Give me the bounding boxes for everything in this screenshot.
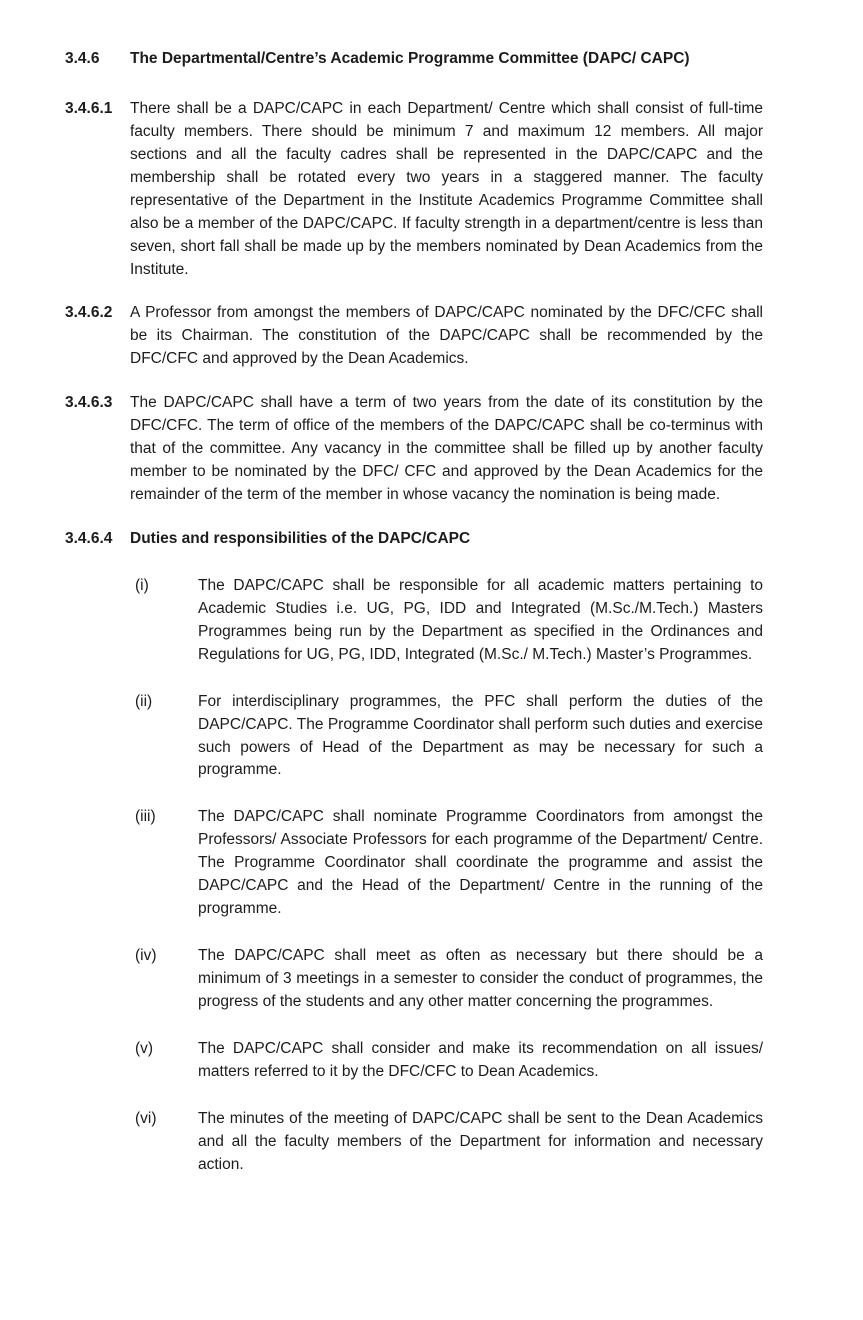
list-item-marker: (iv) (135, 947, 157, 965)
section-paragraph (65, 392, 763, 507)
list-item-text: The DAPC/CAPC shall nominate Programme Coordinators from amongst the Professors/ Associate Professors for each programme of the Department/ Centre. The Programme Coordinator shall coordinate the programme and assist the DAPC/CAPC and the Head of the Department/ Centre in the running of the programme. (198, 808, 763, 918)
section-number: 3.4.6.2 (65, 304, 113, 322)
section-number: 3.4.6.4 (65, 529, 113, 547)
list-item (135, 945, 763, 1014)
section-heading-number: 3.4.6 (65, 50, 100, 67)
list-item-marker: (i) (135, 576, 149, 594)
section-number: 3.4.6.3 (65, 394, 113, 412)
section-paragraph (65, 302, 763, 371)
section-heading-title: The Departmental/Centre’s Academic Programme Committee (DAPC/ CAPC) (130, 50, 690, 67)
list-item-text: The DAPC/CAPC shall be responsible for all academic matters pertaining to Academic Studies i.e. UG, PG, IDD and Integrated (M.Sc./M.Tech.) Masters Programmes being run by the Department as specified in the Ordinances and Regulations for UG, PG, IDD, Integrated (M.Sc./ M.Tech.) Master’s Programmes. (198, 576, 763, 663)
section-text: The DAPC/CAPC shall have a term of two years from the date of its constitution by the DFC/CFC. The term of office of the members of the DAPC/CAPC shall be co-terminus with that of the committee. Any vacancy in the committee shall be filled up by another faculty member to be nominated by the DFC/ CFC and approved by the Dean Academics for the remainder of the term of the member in whose vacancy the nomination is being made. (130, 394, 763, 503)
list-item (135, 1108, 763, 1177)
list-item (135, 1038, 763, 1084)
section-text: A Professor from amongst the members of DAPC/CAPC nominated by the DFC/CFC shall be its Chairman. The constitution of the DAPC/CAPC shall be recommended by the DFC/CFC and approved by the Dean Academics. (130, 304, 763, 368)
section-number: 3.4.6.1 (65, 99, 113, 117)
list-item-text: For interdisciplinary programmes, the PFC shall perform the duties of the DAPC/CAPC. The Programme Coordinator shall perform such duties and exercise such powers of Head of the Department as may be necessary for such a programme. (198, 692, 763, 779)
section-subheading (65, 528, 763, 551)
list-item (135, 691, 763, 783)
list-item-text: The DAPC/CAPC shall meet as often as necessary but there should be a minimum of 3 meetings in a semester to consider the conduct of programmes, the progress of the students and any other matter concerning the programmes. (198, 947, 763, 1010)
list-item-marker: (vi) (135, 1109, 157, 1127)
list-item (135, 806, 763, 921)
section-subheading-title: Duties and responsibilities of the DAPC/CAPC (130, 529, 471, 547)
list-item-text: The minutes of the meeting of DAPC/CAPC shall be sent to the Dean Academics and all the faculty members of the Department for information and necessary action. (198, 1109, 763, 1173)
list-item (135, 575, 763, 667)
section-text: There shall be a DAPC/CAPC in each Department/ Centre which shall consist of full-time faculty members. There should be minimum 7 and maximum 12 members. All major sections and all the faculty cadres shall be represented in the DAPC/CAPC and the membership shall be rotated every two years in a staggered manner. The faculty representative of the Department in the Institute Academics Programme Committee shall also be a member of the DAPC/CAPC. If faculty strength in a department/centre is less than seven, short fall shall be made up by the members nominated by Dean Academics from the Institute. (130, 99, 763, 278)
section-paragraph (65, 98, 763, 282)
list-item-marker: (iii) (135, 808, 156, 826)
list-item-text: The DAPC/CAPC shall consider and make its recommendation on all issues/ matters referred to it by the DFC/CFC to Dean Academics. (198, 1039, 763, 1080)
list-item-marker: (ii) (135, 692, 153, 710)
list-item-marker: (v) (135, 1039, 154, 1057)
section-heading (65, 48, 763, 71)
